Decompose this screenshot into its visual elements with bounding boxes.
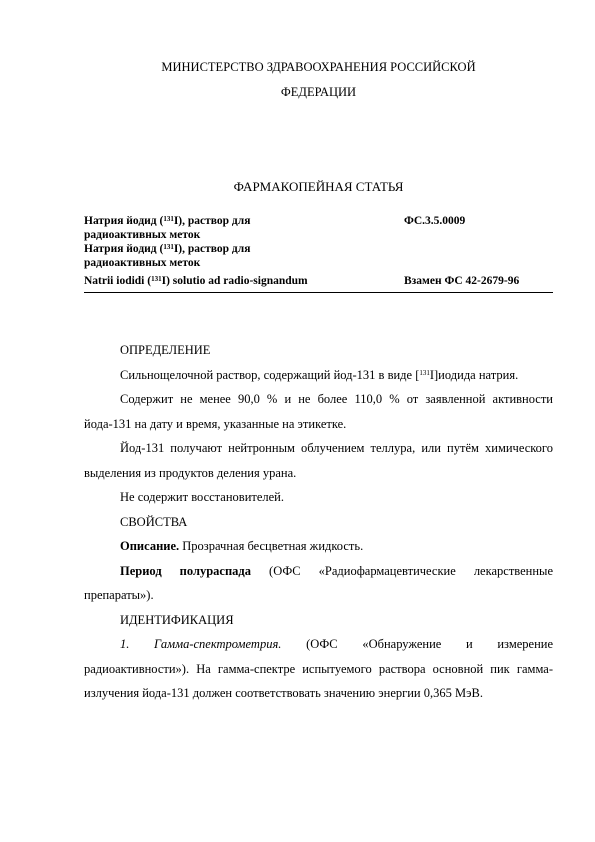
article-header — [84, 214, 553, 293]
ministry-line-1: МИНИСТЕРСТВО ЗДРАВООХРАНЕНИЯ РОССИЙСКОЙ — [161, 60, 476, 74]
definition-paragraph-4: Не содержит восстановителей. — [120, 490, 284, 504]
ministry-header — [84, 55, 553, 105]
article-name-row-lat — [84, 274, 553, 293]
properties-heading: СВОЙСТВА — [120, 514, 188, 529]
description-paragraph: Описание. Прозрачная бесцветная жидкость. — [120, 539, 364, 553]
article-name-ru-2: Натрия йодид ($^{131}$I), раствор для радиоактивных меток — [84, 243, 251, 269]
definition-paragraph-3: Йод-131 получают нейтронным облучением теллура, или путём химического выделения из продуктов деления урана. — [84, 441, 553, 480]
ministry-line-2: ФЕДЕРАЦИИ — [280, 85, 357, 99]
definition-heading: ОПРЕДЕЛЕНИЕ — [120, 343, 211, 357]
article-code: ФС.3.5.0009 — [404, 215, 466, 227]
definition-paragraph-2: Содержит не менее 90,0 % и не более 110,0 % от заявленной активности йода-131 на дату и время, указанные на этикетке. — [84, 392, 553, 431]
article-name-row-2 — [84, 242, 553, 270]
article-replaces: Взамен ФС 42-2679-96 — [404, 275, 520, 287]
definition-paragraph-1: Сильнощелочной раствор, содержащий йод-131 в виде [$^{131}$I]иодида натрия. — [120, 367, 519, 382]
halflife-paragraph: Период полураспада (ОФС «Радиофармацевтические лекарственные препараты»). — [84, 563, 553, 602]
article-body — [84, 338, 553, 706]
halflife-label: Период полураспада — [120, 563, 252, 578]
identification-label: 1. Гамма-спектрометрия. — [120, 637, 282, 651]
identification-paragraph: 1. Гамма-спектрометрия. (ОФС «Обнаружение и измерение радиоактивности»). На гамма-спектре испытуемого раствора основной пик гамма-излучения йода-131 должен соответствовать значению энергии 0,365 МэВ. — [84, 637, 553, 700]
article-name-latin: Natrii iodidi ($^{131}$I) solutio ad radio-signandum — [84, 275, 308, 287]
article-name-ru-1: Натрия йодид ($^{131}$I), раствор для радиоактивных меток — [84, 215, 251, 241]
identification-heading: ИДЕНТИФИКАЦИЯ — [120, 612, 234, 627]
description-label: Описание. — [120, 539, 180, 553]
document-title: ФАРМАКОПЕЙНАЯ СТАТЬЯ — [233, 179, 404, 194]
article-name-row-1 — [84, 214, 553, 242]
